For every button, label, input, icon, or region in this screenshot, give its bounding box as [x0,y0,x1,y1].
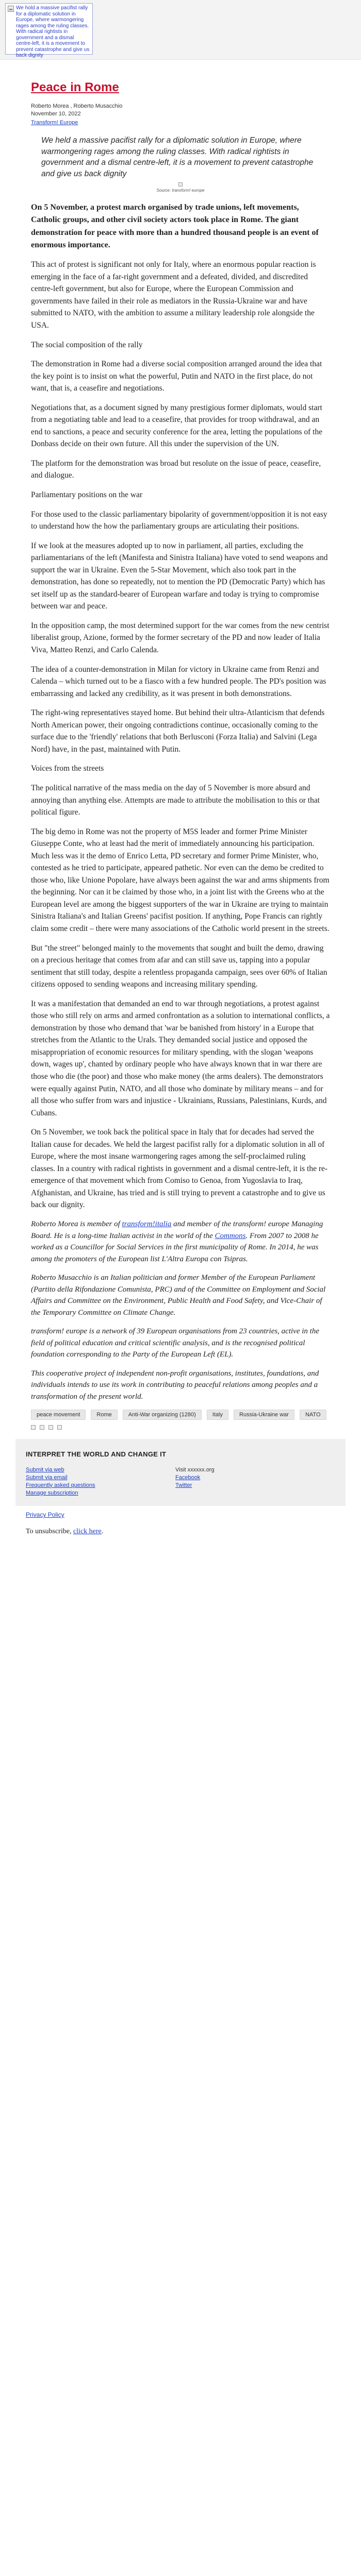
bio-text: . From 2007 to 2008 he worked as a Councillor for Social Services in the first municipality of Rome. In 2014, he was among the promoters of the European list L'Altra Europa con Tsipras. [31,1231,319,1263]
article-paragraph: It was a manifestation that demanded an end to war through negotiations, a protest against those who still rely on arms and armed confrontation as a solution to international conflicts, a demonstration by those who demand that 'war be banished from history' in a Europe that stretches from the Atlantic to the Urals. They demanded social justice and opposed the misappropriation of economic resources for military spending, with the slogan 'weapons down, wages up', chanted by ordinary people who have always known that in war there are those who die (the poor) and those who make money (the arms dealers). The demonstrators were equally against Putin, NATO, and all those who dominate by military means – and for all those who suffer from wars and injustice - Ukrainians, Russians, Palestinians, Kurds, and Cubans. [31,999,330,1117]
article-wrapper [10,60,351,1551]
share-icons [31,1425,330,1430]
hero-quote: We held a massive pacifist rally for a diplomatic solution in Europe, where warmongering rages among the ruling classes. With radical rightists in government and a dismal centre-left, it is a movement to prevent catastrophe and give us back dignity [41,136,314,178]
tag-russia-ukraine-war[interactable]: Russia-Ukraine war [234,1410,294,1420]
submit-via-web-link[interactable]: Submit via web [26,1467,64,1473]
bio-text: and member of the transform! europe Managing Board. He is a long-time Italian activist in the world of the [31,1220,323,1240]
tag-nato[interactable]: NATO [300,1410,326,1420]
footer-column-right [175,1466,304,1497]
faq-link[interactable]: Frequently asked questions [26,1482,95,1488]
article-paragraph: For those used to the classic parliamentary bipolarity of government/opposition it is not easy to understand how the how the parliamentary groups are articulating their positions. [31,510,327,531]
commons-link[interactable]: Commons [215,1231,246,1240]
bottom-section [15,1506,346,1551]
article-paragraph: On 5 November, we took back the political space in Italy that for decades had served the Italian cause for decades. We held the largest pacifist rally for a diplomatic solution in all of Europe, where the most insane warmongering rages among the self-proclaimed ruling classes. In a country with radical rightists in government and a dismal centre-left, it is the re-emergence of that movement which from Comiso to Genoa, from Yugoslavia to Iraq, Afghanistan, and Ukraine, has tried and is still trying to prevent a catastrophe and to give us back our dignity. [31,1128,328,1210]
hero-quote-block [31,135,330,193]
tag-anti-war-organizing[interactable]: Anti-War organizing (1280) [123,1410,202,1420]
banner-image-alt-text: We hold a massive pacifist rally for a diplomatic solution in Europe, where warmongering rages among the ruling classes. With radical rightists in government and a dismal centre-left, it is a movement to prevent catastrophe and give us back dignity [16,5,90,58]
broken-image-icon [8,6,14,12]
footer-column-left [26,1466,155,1497]
article-paragraph: The political narrative of the mass media on the day of 5 November is more absurd and annoying than anything else. Attempts are made to attribute the mobilisation to this or that political figure. [31,783,320,817]
transform-italia-link[interactable]: transform!italia [122,1220,172,1228]
unsubscribe-line [26,1528,335,1536]
privacy-policy-link[interactable]: Privacy Policy [26,1511,64,1519]
twitter-link[interactable]: Twitter [175,1482,192,1488]
author-bio-musacchio: Roberto Musacchio is an Italian politician and former Member of the European Parliament (Partito della Rifondazione Comunista, PRC) and of the Committee on Employment and Social Affairs and Committee on the Environment, Public Health and Food Safety, and Vice-Chair of the Temporary Committee on Climate Change. [31,1274,326,1317]
facebook-link[interactable]: Facebook [175,1474,201,1481]
unsubscribe-link[interactable]: click here [73,1528,102,1536]
article-container [31,80,330,1430]
section-heading: The social composition of the rally [31,340,143,349]
tag-italy[interactable]: Italy [207,1410,228,1420]
author-bio-morea [31,1218,330,1265]
article-paragraph: This act of protest is significant not only for Italy, where an enormous popular reaction is emerging in the face of a far-right government and a defeated, divided, and discredited centre-left government, but also for Europe, where the European Commission and governments have failed in their role as mediators in the Russia-Ukraine war and have submitted to NATO, with the ambition to assume a military leadership role alongside the USA. [31,260,316,330]
section-heading: Voices from the streets [31,764,104,773]
article-title[interactable]: Peace in Rome [31,80,119,94]
share-print-icon[interactable] [57,1425,62,1430]
article-authors: Roberto Morea , Roberto Musacchio [31,103,123,109]
newsletter-footer [15,1439,346,1506]
bio-text: Roberto Morea is member of [31,1220,122,1228]
section-heading: Parliamentary positions on the war [31,490,143,500]
footer-columns [26,1466,335,1497]
submit-via-email-link[interactable]: Submit via email [26,1474,68,1481]
transform-europe-bio: transform! europe is a network of 39 European organisations from 23 countries, active in the field of political education and critical scientific analysis, and is the recognised political foundation corresponding to the Party of the European Left (EL). [31,1327,319,1359]
unsubscribe-text: To unsubscribe, [26,1528,73,1536]
article-paragraph: But "the street" belonged mainly to the movements that sought and built the demo, drawing on a precious heritage that comes from afar and can still save us, tapping into a popular sentiment that still today, despite a relentless propaganda campaign, sees over 60% of Italian citizens opposed to sending weapons and increasing military spending. [31,943,327,989]
visit-site-text: Visit xxxxxx.org [175,1467,215,1473]
article-paragraph: Negotiations that, as a document signed by many prestigious former diplomats, would start from a negotiating table and lead to a ceasefire, that provides for troop withdrawal, and an end to sanctions, a peace and security conference for the area, letting the populations of the Donbass decide on their own future. All this under the supervision of the UN. [31,403,323,449]
article-lead: On 5 November, a protest march organised by trade unions, left movements, Catholic groups, and other civil society actors took place in Rome. The giant demonstration for peace with more than a hundred thousand people is an event of enormous importance. [31,203,319,249]
cooperative-project-bio: This cooperative project of independent non-profit organisations, institutes, foundations, and individuals intends to use its work in contributing to peaceful relations among peoples and a transformation of the present world. [31,1369,319,1401]
manage-subscription-link[interactable]: Manage subscription [26,1489,78,1496]
tag-rome[interactable]: Rome [91,1410,117,1420]
banner-image-placeholder[interactable] [5,3,93,58]
share-email-icon[interactable] [48,1425,53,1430]
hero-image-icon [178,182,183,187]
article-paragraph: The demonstration in Rome had a diverse social composition arranged around the idea that the key point is to insist on what the powerful, Putin and NATO in the first place, do not want, that is, a ceasefire and negotiations. [31,360,322,393]
article-paragraph: The big demo in Rome was not the property of M5S leader and former Prime Minister Giuseppe Conte, who at least had the merit of immediately announcing his participation. Much less was it the demo of Enrico Letta, PD secretary and former Prime Minister, who, contested as he tried to participate, appeared pathetic. Nor even can the demo be credited to those who, like Unione Popolare, have always been against the war and arms shipments from the beginning. Nor can it be claimed by those who, in a joint list with the Greens who at the European level are among the biggest supporters of the war in Ukraine are trying to maintain Sinistra Italiana's and Italian Greens' pacifist position. If anything, Pope Francis can rightly claim some credit – there were many associations of the Catholic world present in the streets. [31,827,330,933]
article-paragraph: If we look at the measures adopted up to now in parliament, all parties, excluding the parliamentarians of the left (Manifesta and Sinistra Italiana) have voted to send weapons and support the war in Ukraine. Even the 5-Star Movement, which also took part in the demonstration, has done so repeatedly, not to mention the PD (Democratic Party) which has set itself up as the standard-bearer of European warfare and today is trying to compromise between war and peace. [31,541,328,611]
hero-source-caption: Source: transform! europe [156,188,205,193]
share-twitter-icon[interactable] [40,1425,44,1430]
unsubscribe-period: . [101,1528,104,1536]
tag-list [31,1410,330,1420]
article-body [31,201,330,1402]
top-banner [0,0,361,60]
publisher-link[interactable]: Transform! Europe [31,120,78,126]
article-paragraph: In the opposition camp, the most determined support for the war comes from the new centrist liberalist group, Azione, formed by the former secretary of the PD and now leader of Italia Viva, Matteo Renzi, and Carlo Calenda. [31,621,330,655]
article-paragraph: The right-wing representatives stayed home. But behind their ultra-Atlanticism that defends North American power, their ongoing contradictions continue, occasionally coming to the surface due to the 'friendly' relations that both Berlusconi (Forza Italia) and Salvini (Lega Nord) have, in the past, maintained with Putin. [31,708,325,754]
article-paragraph: The platform for the demonstration was broad but resolute on the issue of peace, ceasefire, and dialogue. [31,459,321,480]
article-date: November 10, 2022 [31,110,81,117]
article-paragraph: The idea of a counter-demonstration in Milan for victory in Ukraine came from Renzi and Calenda – which turned out to be a fiasco with a few hundred people. The PD's position was embarrassing and lacked any credibility, as it was present in both demonstrations. [31,665,326,698]
footer-title: INTERPRET THE WORLD AND CHANGE IT [26,1450,167,1458]
share-facebook-icon[interactable] [31,1425,36,1430]
tag-peace-movement[interactable]: peace movement [31,1410,86,1420]
